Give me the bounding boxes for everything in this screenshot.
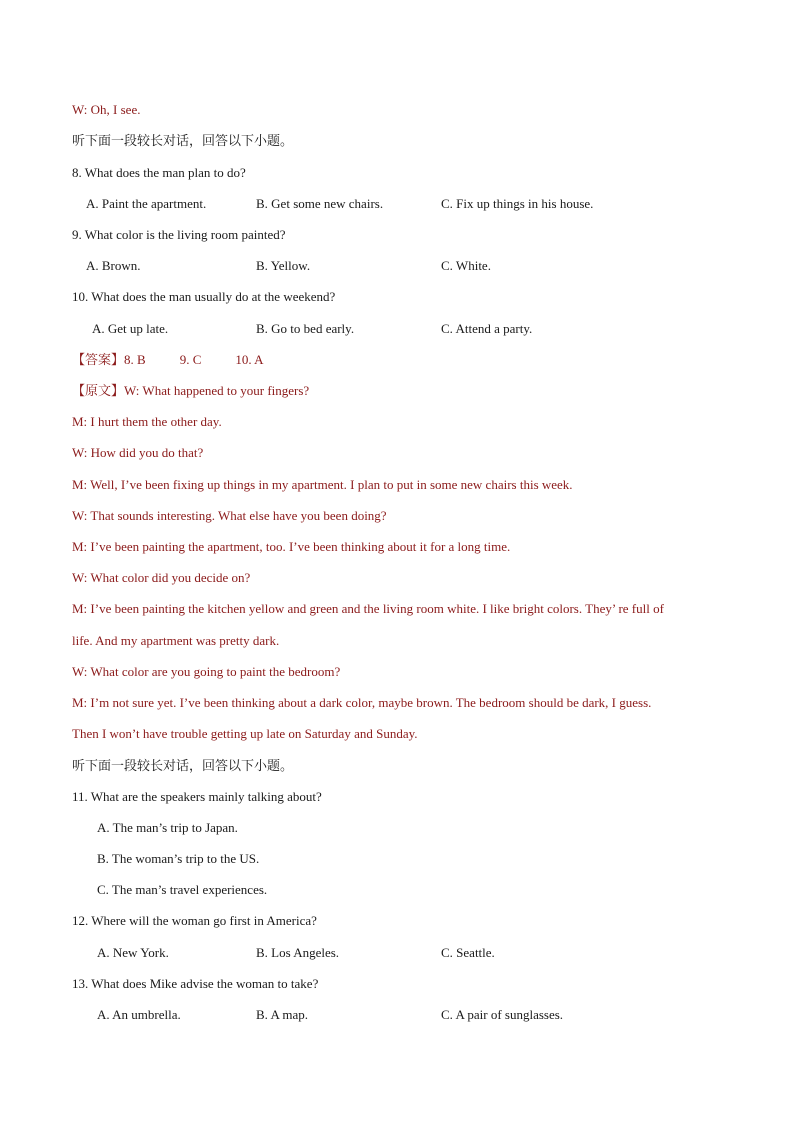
- option-13b: B. A map.: [256, 1007, 309, 1022]
- question-9: 9. What color is the living room painted?: [72, 227, 286, 242]
- transcript-line: M: I’ve been painting the apartment, too. I’ve been thinking about it for a long time.: [72, 539, 511, 554]
- transcript-line: M: I’m not sure yet. I’ve been thinking about a dark color, maybe brown. The bedroom should be dark, I guess.: [72, 695, 652, 710]
- transcript-line: W: That sounds interesting. What else have you been doing?: [72, 508, 387, 523]
- option-8b: B. Get some new chairs.: [256, 196, 384, 211]
- transcript-line: M: I hurt them the other day.: [72, 414, 222, 429]
- answer-label: 【答案】: [72, 352, 125, 367]
- transcript-text: W: What happened to your fingers?: [124, 383, 310, 398]
- option-12a: A. New York.: [97, 945, 169, 960]
- transcript-line: M: I’ve been painting the kitchen yellow and green and the living room white. I like bright colors. They’ re full of: [72, 601, 664, 616]
- transcript-line: Then I won’t have trouble getting up late on Saturday and Sunday.: [72, 726, 418, 741]
- option-11b: B. The woman’s trip to the US.: [97, 851, 260, 866]
- option-11c: C. The man’s travel experiences.: [97, 882, 268, 897]
- transcript-line: life. And my apartment was pretty dark.: [72, 633, 280, 648]
- transcript-line: W: How did you do that?: [72, 445, 204, 460]
- option-9b: B. Yellow.: [256, 258, 311, 273]
- option-9a: A. Brown.: [86, 258, 141, 273]
- option-12b: B. Los Angeles.: [256, 945, 340, 960]
- option-12c: C. Seattle.: [441, 945, 495, 960]
- answer-line: [72, 352, 264, 368]
- question-13: 13. What does Mike advise the woman to take?: [72, 976, 319, 991]
- option-10b: B. Go to bed early.: [256, 321, 355, 336]
- question-12: 12. Where will the woman go first in America?: [72, 913, 317, 928]
- option-13c: C. A pair of sunglasses.: [441, 1007, 564, 1022]
- option-9c: C. White.: [441, 258, 491, 273]
- option-13a: A. An umbrella.: [97, 1007, 181, 1022]
- question-8: 8. What does the man plan to do?: [72, 165, 246, 180]
- answer-10: 10. A: [235, 352, 264, 367]
- option-11a: A. The man’s trip to Japan.: [97, 820, 238, 835]
- top-line: W: Oh, I see.: [72, 102, 141, 117]
- transcript-line: W: What color did you decide on?: [72, 570, 251, 585]
- answer-8: 8. B: [124, 352, 146, 367]
- transcript-line-1: [72, 383, 309, 399]
- section-intro: 听下面一段较长对话，回答以下小题。: [72, 133, 294, 148]
- question-10: 10. What does the man usually do at the weekend?: [72, 289, 336, 304]
- option-10c: C. Attend a party.: [441, 321, 533, 336]
- section-intro: 听下面一段较长对话，回答以下小题。: [72, 758, 294, 773]
- transcript-label: 【原文】: [72, 383, 125, 398]
- transcript-line: M: Well, I’ve been fixing up things in my apartment. I plan to put in some new chairs this week.: [72, 477, 573, 492]
- answer-9: 9. C: [179, 352, 202, 367]
- option-8a: A. Paint the apartment.: [86, 196, 207, 211]
- option-8c: C. Fix up things in his house.: [441, 196, 594, 211]
- option-10a: A. Get up late.: [92, 321, 169, 336]
- question-11: 11. What are the speakers mainly talking about?: [72, 789, 322, 804]
- transcript-line: W: What color are you going to paint the bedroom?: [72, 664, 341, 679]
